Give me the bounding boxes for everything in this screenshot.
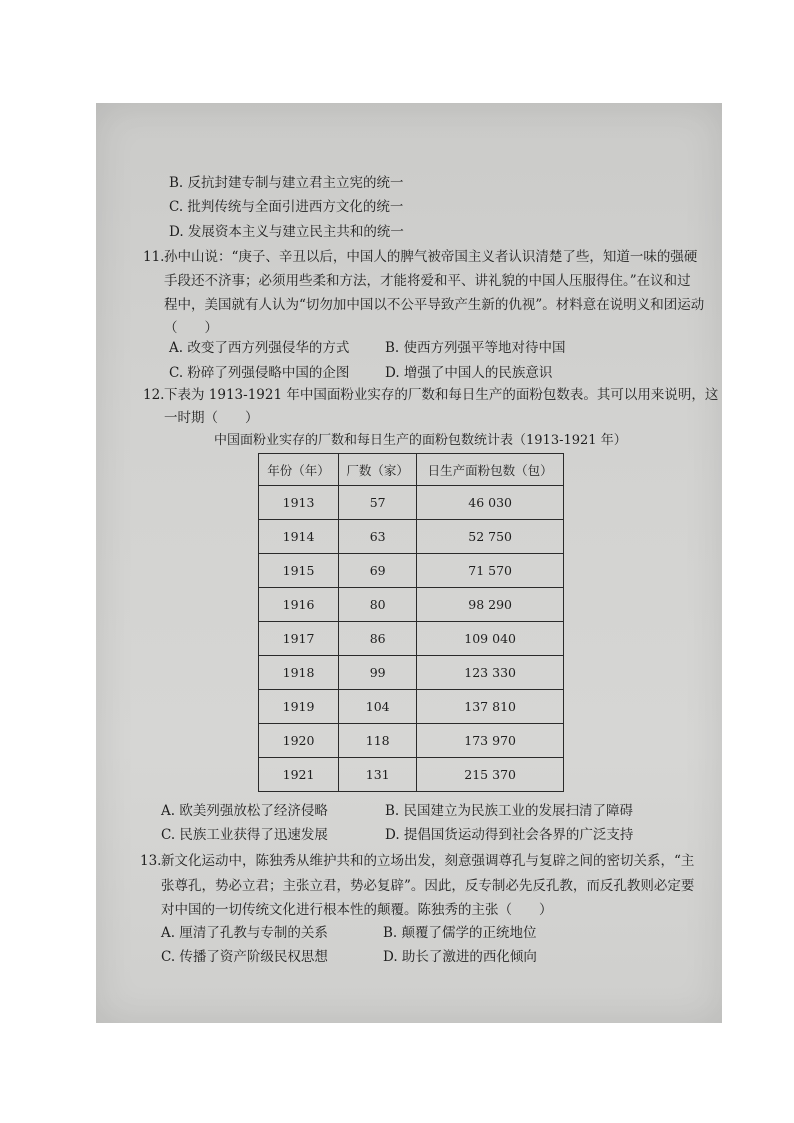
q13-number: 13. [140, 853, 162, 869]
q12-options-row-1 [161, 801, 634, 821]
q12-option-d: D. 提倡国货运动得到社会各界的广泛支持 [385, 827, 634, 843]
q10-option-c: C. 批判传统与全面引进西方文化的统一 [169, 199, 404, 215]
cell-year: 1917 [259, 622, 339, 656]
cell-output: 123 330 [417, 656, 564, 690]
table-row [259, 554, 564, 588]
cell-output: 98 290 [417, 588, 564, 622]
q11-option-b: B. 使西方列强平等地对待中国 [385, 340, 566, 356]
cell-output: 109 040 [417, 622, 564, 656]
q11-options-row-2 [169, 363, 553, 383]
q13-stem-line-2: 张尊孔，势必立君；主张立君，势必复辟”。因此，反专制必先反孔教，而反孔教则必定要 [161, 878, 695, 894]
q12-option-b: B. 民国建立为民族工业的发展扫清了障碍 [385, 803, 634, 819]
cell-factories: 104 [339, 690, 417, 724]
cell-year: 1916 [259, 588, 339, 622]
table-row [259, 656, 564, 690]
table-row [259, 758, 564, 792]
header-daily-output: 日生产面粉包数（包） [417, 454, 564, 486]
q11-stem-line-2: 手段还不济事；必须用些柔和方法，才能将爱和平、讲礼貌的中国人压服得住。”在议和过 [164, 273, 691, 289]
cell-factories: 80 [339, 588, 417, 622]
table-row [259, 724, 564, 758]
cell-factories: 118 [339, 724, 417, 758]
q13-stem-line-1: 13.新文化运动中，陈独秀从维护共和的立场出发，刻意强调尊孔与复辟之间的密切关系，“主 [140, 853, 695, 869]
cell-year: 1913 [259, 486, 339, 520]
q13-option-b: B. 颠覆了儒学的正统地位 [383, 925, 537, 941]
flour-industry-table [258, 453, 564, 792]
q11-option-d: D. 增强了中国人的民族意识 [385, 365, 553, 381]
q11-number: 11. [143, 249, 165, 265]
q13-options-row-1 [161, 923, 537, 943]
q13-stem-line-3: 对中国的一切传统文化进行根本性的颠覆。陈独秀的主张（ ） [161, 902, 553, 918]
table-row [259, 690, 564, 724]
table-row [259, 622, 564, 656]
cell-year: 1915 [259, 554, 339, 588]
cell-output: 173 970 [417, 724, 564, 758]
q11-option-a: A. 改变了西方列强侵华的方式 [169, 340, 350, 356]
q11-stem-line-3: 程中，美国就有人认为“切勿加中国以不公平导致产生新的仇视”。材料意在说明义和团运动 [164, 297, 705, 313]
q11-answer-blank: （ ） [164, 320, 218, 336]
cell-output: 215 370 [417, 758, 564, 792]
q12-options-row-2 [161, 825, 634, 845]
cell-output: 52 750 [417, 520, 564, 554]
cell-factories: 86 [339, 622, 417, 656]
q13-option-d: D. 助长了激进的西化倾向 [383, 949, 537, 965]
cell-factories: 63 [339, 520, 417, 554]
cell-output: 71 570 [417, 554, 564, 588]
cell-factories: 99 [339, 656, 417, 690]
cell-factories: 69 [339, 554, 417, 588]
cell-output: 137 810 [417, 690, 564, 724]
q12-stem-line-2: 一时期（ ） [164, 410, 259, 426]
q11-options-row-1 [169, 338, 566, 358]
q11-option-c: C. 粉碎了列强侵略中国的企图 [169, 365, 350, 381]
q12-option-c: C. 民族工业获得了迅速发展 [161, 827, 328, 843]
q10-option-d: D. 发展资本主义与建立民主共和的统一 [169, 224, 404, 240]
cell-factories: 131 [339, 758, 417, 792]
header-factories: 厂数（家） [339, 454, 417, 486]
q11-stem-line-1: 11.孙中山说：“庚子、辛丑以后，中国人的脾气被帝国主义者认识清楚了些，知道一味的强硬 [143, 249, 698, 265]
table-row [259, 520, 564, 554]
q12-number: 12. [143, 387, 165, 403]
q12-stem-line-1: 12.下表为 1913-1921 年中国面粉业实存的厂数和每日生产的面粉包数表。其可以用来说明，这 [143, 387, 719, 403]
q12-option-a: A. 欧美列强放松了经济侵略 [161, 803, 328, 819]
table-caption: 中国面粉业实存的厂数和每日生产的面粉包数统计表（1913-1921 年） [214, 433, 627, 448]
cell-factories: 57 [339, 486, 417, 520]
q13-option-c: C. 传播了资产阶级民权思想 [161, 949, 328, 965]
cell-output: 46 030 [417, 486, 564, 520]
cell-year: 1919 [259, 690, 339, 724]
cell-year: 1920 [259, 724, 339, 758]
q13-option-a: A. 厘清了孔教与专制的关系 [161, 925, 328, 941]
table-row [259, 588, 564, 622]
table-header-row [259, 454, 564, 486]
cell-year: 1914 [259, 520, 339, 554]
table-row [259, 486, 564, 520]
cell-year: 1918 [259, 656, 339, 690]
q13-options-row-2 [161, 947, 537, 967]
q10-option-b: B. 反抗封建专制与建立君主立宪的统一 [169, 175, 404, 191]
cell-year: 1921 [259, 758, 339, 792]
header-year: 年份（年） [259, 454, 339, 486]
